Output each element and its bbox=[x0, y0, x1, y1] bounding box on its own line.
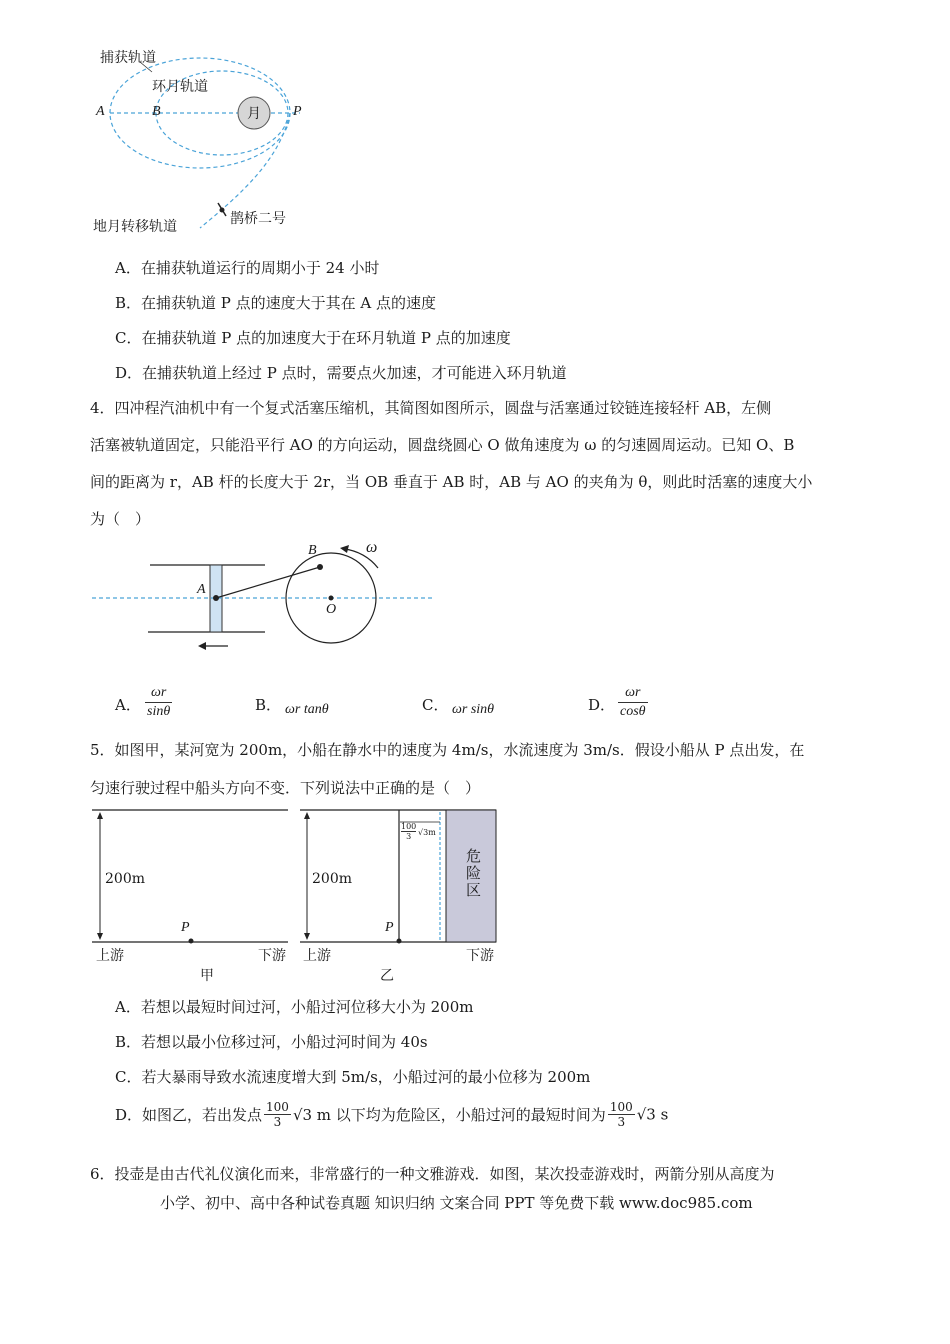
q4-line-4: 为（ ） bbox=[90, 510, 151, 528]
yi-offset-tail: √3m bbox=[418, 828, 436, 837]
q5-option-d bbox=[115, 1100, 668, 1140]
q4-option-d-label: D． bbox=[588, 696, 616, 714]
q4-option-b-label: B． bbox=[255, 696, 282, 714]
q5-option-d-frac2-den: 3 bbox=[617, 1115, 626, 1129]
yi-arrow-up-icon bbox=[304, 812, 310, 819]
jia-arrow-down-icon bbox=[97, 933, 103, 940]
label-b: B bbox=[308, 543, 317, 558]
point-a-label: A bbox=[96, 104, 105, 119]
q5-line-1: 5．如图甲，某河宽为 200m，小船在静水中的速度为 4m/s，水流速度为 3m/s．假设小船从 P 点出发，在 bbox=[90, 741, 805, 759]
yi-offset-den: 3 bbox=[406, 832, 412, 841]
q4-line-3: 间的距离为 r，AB 杆的长度大于 2r，当 OB 垂直于 AB 时，AB 与 AO 的夹角为 θ，则此时活塞的速度大小 bbox=[90, 473, 813, 491]
yi-p-label: P bbox=[385, 920, 394, 935]
yi-upstream-label: 上游 bbox=[303, 948, 331, 964]
jia-point-p bbox=[189, 939, 194, 944]
q4-option-c-expr: ωr sinθ bbox=[452, 702, 495, 717]
q5-option-a: A．若想以最短时间过河，小船过河位移大小为 200m bbox=[115, 998, 474, 1016]
label-a: A bbox=[197, 582, 206, 597]
capture-orbit-label: 捕获轨道 bbox=[100, 50, 156, 66]
danger-char-2: 险 bbox=[466, 864, 482, 882]
yi-arrow-down-icon bbox=[304, 933, 310, 940]
jia-upstream-label: 上游 bbox=[96, 948, 124, 964]
q5-option-d-pre: D．如图乙，若出发点 bbox=[115, 1106, 263, 1124]
q4-option-d-num: ωr bbox=[618, 684, 648, 703]
yi-downstream-label: 下游 bbox=[466, 948, 494, 964]
q6-line-1: 6．投壶是由古代礼仪演化而来，非常盛行的一种文雅游戏．如图，某次投壶游戏时，两箭分别从高度为 bbox=[90, 1165, 775, 1183]
q5-option-d-frac1-num: 100 bbox=[266, 1100, 289, 1114]
river-diagram bbox=[0, 0, 520, 990]
jia-downstream-label: 下游 bbox=[258, 948, 286, 964]
moon-label: 月 bbox=[247, 106, 261, 122]
q4-line-2: 活塞被轨道固定，只能沿平行 AO 的方向运动，圆盘绕圆心 O 做角速度为 ω 的匀速圆周运动。已知 O、B bbox=[90, 436, 795, 454]
yi-offset-num: 100 bbox=[401, 822, 417, 831]
yi-point-p bbox=[397, 939, 402, 944]
q4-option-a-num: ωr bbox=[145, 684, 172, 703]
jia-p-label: P bbox=[181, 920, 190, 935]
satellite-label: 鹊桥二号 bbox=[230, 211, 286, 227]
q4-option-c-label: C． bbox=[422, 696, 449, 714]
q5-line-2: 匀速行驶过程中船头方向不变．下列说法中正确的是（ ） bbox=[90, 779, 481, 797]
jia-caption: 甲 bbox=[200, 968, 214, 984]
q5-option-b: B．若想以最小位移过河，小船过河时间为 40s bbox=[115, 1033, 428, 1051]
danger-char-3: 区 bbox=[466, 881, 482, 899]
yi-caption: 乙 bbox=[380, 968, 394, 984]
q4-option-a-label: A． bbox=[115, 696, 141, 714]
q4-option-d-fraction bbox=[618, 684, 648, 721]
q4-option-a-den: sinθ bbox=[147, 704, 171, 719]
q3-option-a: A．在捕获轨道运行的周期小于 24 小时 bbox=[115, 259, 380, 277]
q5-option-d-frac1 bbox=[264, 1100, 291, 1129]
q3-option-d: D．在捕获轨道上经过 P 点时，需要点火加速，才可能进入环月轨道 bbox=[115, 364, 567, 382]
page-footer: 小学、初中、高中各种试卷真题 知识归纳 文案合同 PPT 等免费下载 www.doc985.com bbox=[160, 1194, 753, 1212]
q5-option-d-tail: √3 s bbox=[636, 1105, 669, 1124]
q3-option-b: B．在捕获轨道 P 点的速度大于其在 A 点的速度 bbox=[115, 294, 437, 312]
yi-width-label: 200m bbox=[312, 871, 352, 887]
q3-option-c: C．在捕获轨道 P 点的加速度大于在环月轨道 P 点的加速度 bbox=[115, 329, 511, 347]
q5-option-c: C．若大暴雨导致水流速度增大到 5m/s，小船过河的最小位移为 200m bbox=[115, 1068, 591, 1086]
q4-option-d-den: cosθ bbox=[620, 704, 646, 719]
point-b-label: B bbox=[152, 104, 161, 119]
q4-line-1: 4．四冲程汽油机中有一个复式活塞压缩机，其简图如图所示，圆盘与活塞通过铰链连接轻杆 AB，左侧 bbox=[90, 399, 772, 417]
q5-option-d-frac2-num: 100 bbox=[609, 1100, 633, 1114]
point-p-label: P bbox=[293, 104, 302, 119]
q4-option-b-expr: ωr tanθ bbox=[285, 702, 329, 717]
label-o: O bbox=[326, 602, 337, 617]
transfer-orbit-label: 地月转移轨道 bbox=[93, 219, 177, 235]
ring-orbit-label: 环月轨道 bbox=[152, 79, 208, 95]
danger-char-1: 危 bbox=[466, 847, 482, 865]
q5-option-d-mid: √3 m 以下均为危险区，小船过河的最短时间为 bbox=[292, 1106, 606, 1124]
yi-offset-fraction bbox=[401, 822, 416, 841]
q5-option-d-frac2 bbox=[608, 1100, 635, 1129]
q5-option-d-frac1-den: 3 bbox=[273, 1115, 282, 1129]
label-omega: ω bbox=[366, 539, 378, 556]
jia-arrow-up-icon bbox=[97, 812, 103, 819]
jia-width-label: 200m bbox=[105, 871, 145, 887]
